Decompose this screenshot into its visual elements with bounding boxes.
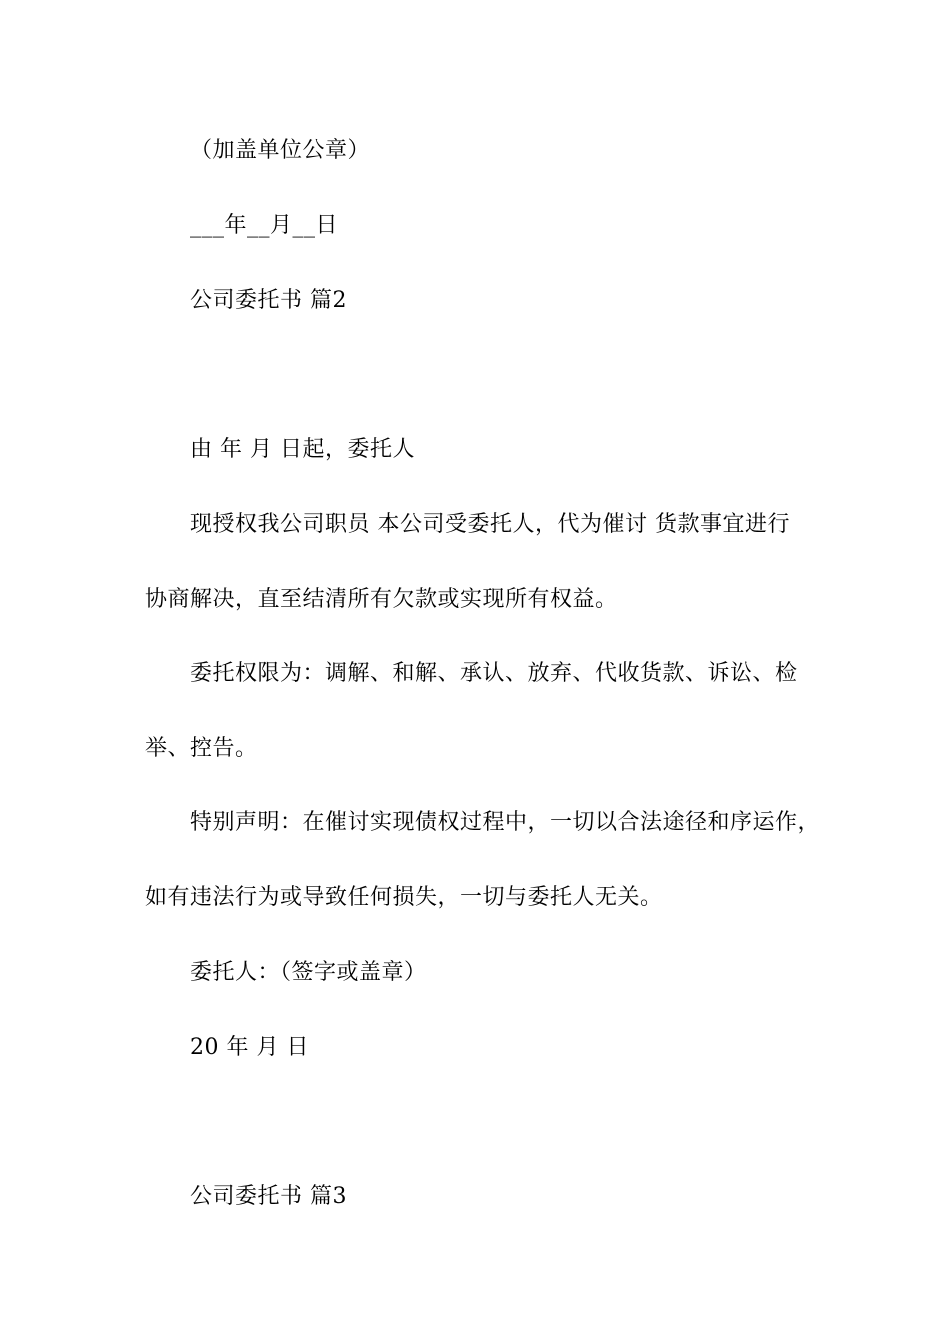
statement-paragraph-line-1: 特别声明：在催讨实现债权过程中，一切以合法途径和序运作，	[190, 810, 821, 835]
authorization-paragraph-line-2: 协商解决，直至结清所有欠款或实现所有权益。	[145, 587, 618, 612]
scope-paragraph-line-2: 举、控告。	[145, 736, 258, 761]
section-heading-3: 公司委托书 篇3	[190, 1184, 347, 1209]
authorization-paragraph-line-1: 现授权我公司职员 本公司受委托人，代为催讨 货款事宜进行	[190, 512, 790, 537]
from-date-line: 由 年 月 日起，委托人	[190, 437, 415, 462]
seal-note: （加盖单位公章）	[190, 138, 371, 163]
scope-paragraph-line-1: 委托权限为：调解、和解、承认、放弃、代收货款、诉讼、检	[190, 661, 798, 686]
date-line: 20 年 月 日	[190, 1035, 309, 1060]
statement-paragraph-line-2: 如有违法行为或导致任何损失，一切与委托人无关。	[145, 885, 663, 910]
section-heading-2: 公司委托书 篇2	[190, 288, 347, 313]
date-blank: ___年__月__日	[190, 213, 339, 238]
principal-signature: 委托人：（签字或盖章）	[190, 960, 427, 985]
